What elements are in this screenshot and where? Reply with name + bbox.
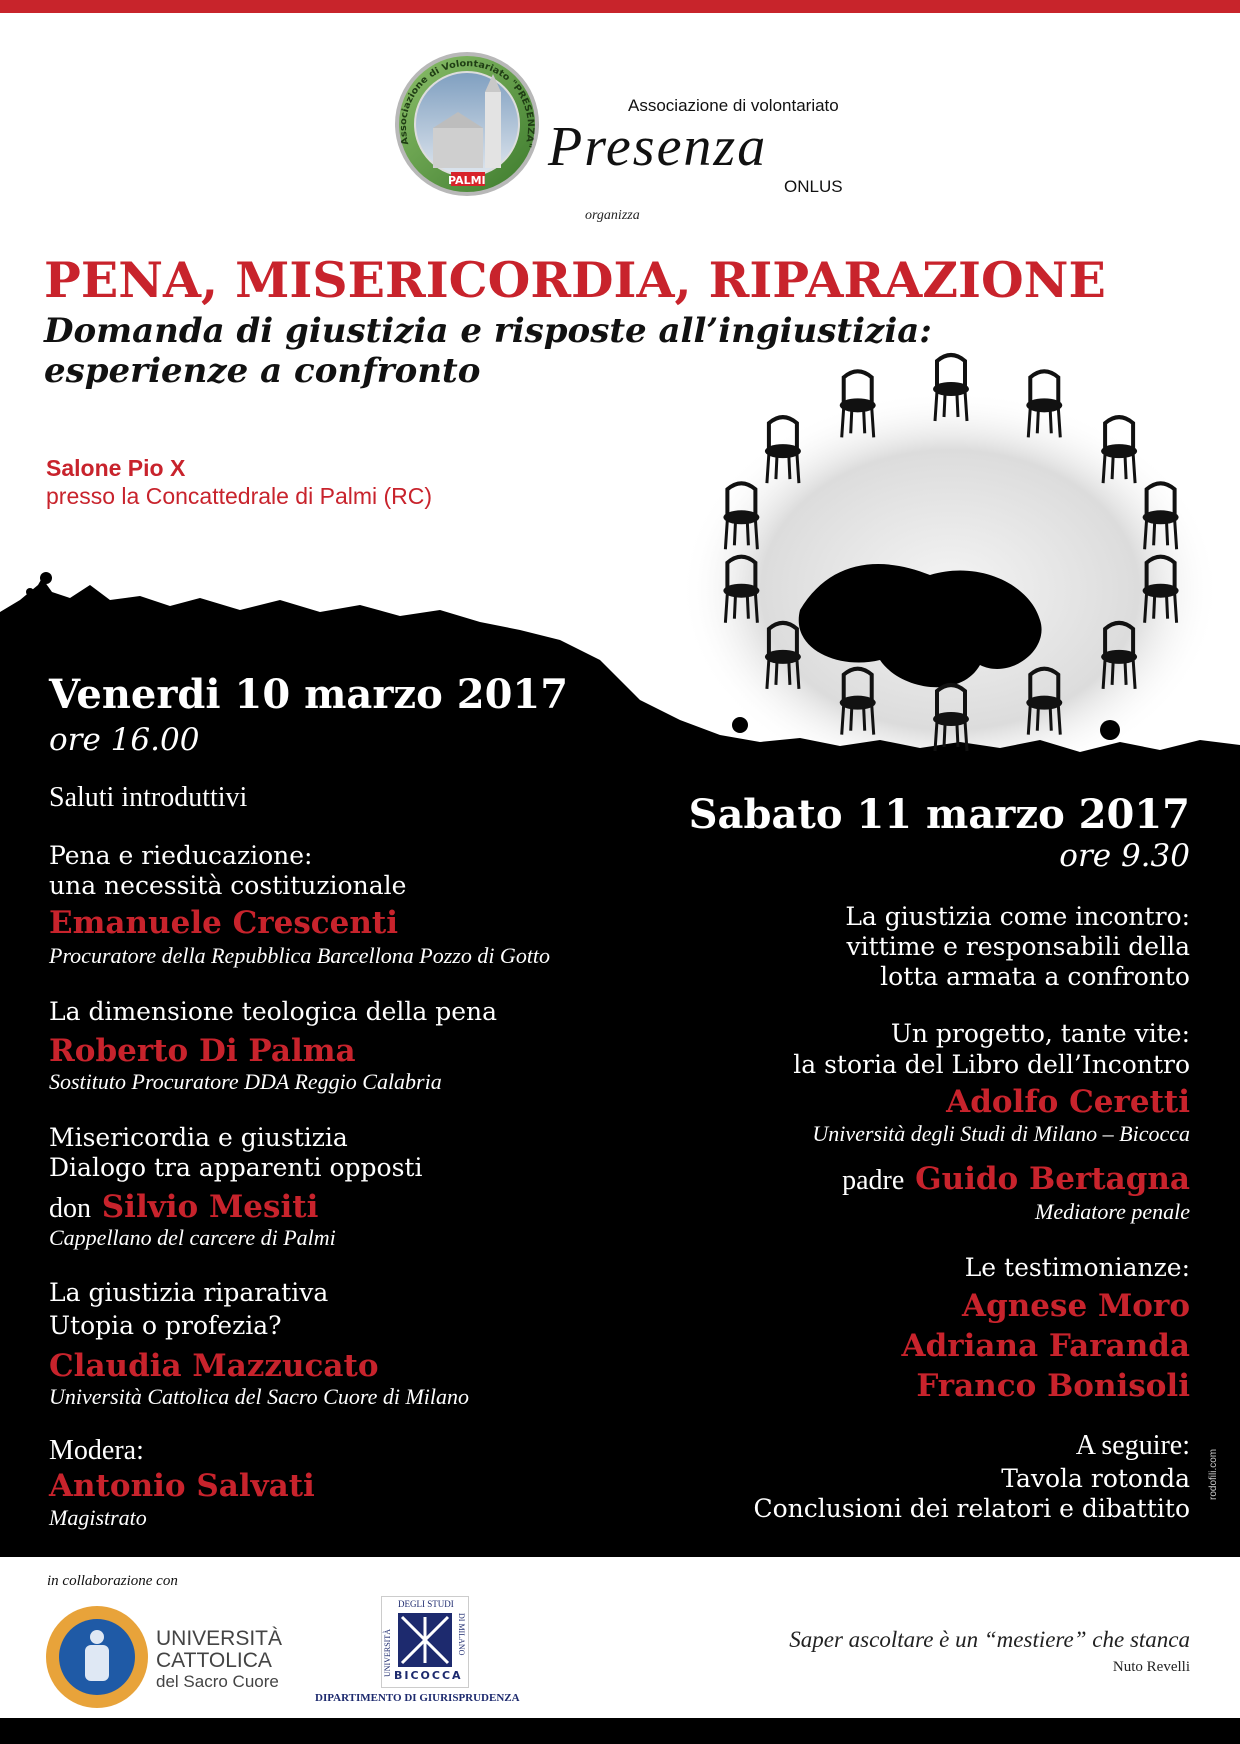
moderator-role: Magistrato bbox=[49, 1505, 147, 1530]
session-topic: La giustizia come incontro: bbox=[845, 902, 1190, 931]
subtitle-line-2: esperienze a confronto bbox=[44, 351, 481, 391]
session-topic: Pena e rieducazione: bbox=[49, 841, 313, 870]
closing-quote: Saper ascoltare è un “mestiere” che stanca bbox=[789, 1627, 1190, 1652]
session-topic: vittime e responsabili della bbox=[846, 932, 1190, 961]
speaker-prefix: don bbox=[49, 1193, 91, 1224]
follow-label: A seguire: bbox=[1075, 1430, 1190, 1461]
speaker-name-line bbox=[842, 1160, 1190, 1200]
department-label: DIPARTIMENTO DI GIURISPRUDENZA bbox=[315, 1692, 520, 1704]
day1-intro: Saluti introduttivi bbox=[49, 782, 248, 813]
bicocca-top-text: DEGLI STUDI bbox=[398, 1599, 454, 1609]
speaker-role: Sostituto Procuratore DDA Reggio Calabria bbox=[49, 1069, 442, 1094]
collaboration-label: in collaborazione con bbox=[47, 1573, 178, 1589]
speaker-name: Guido Bertagna bbox=[915, 1161, 1190, 1197]
session-topic: Dialogo tra apparenti opposti bbox=[49, 1153, 423, 1182]
testimony-name: Franco Bonisoli bbox=[916, 1368, 1190, 1404]
day1-date: Venerdi 10 marzo 2017 bbox=[49, 671, 569, 718]
day2-time: ore 9.30 bbox=[1059, 838, 1190, 874]
speaker-name: Silvio Mesiti bbox=[101, 1189, 319, 1225]
session-topic: La dimensione teologica della pena bbox=[49, 997, 498, 1026]
association-label: Associazione di volontariato bbox=[628, 96, 839, 115]
speaker-role: Procuratore della Repubblica Barcellona Pozzo di Gotto bbox=[49, 943, 551, 968]
moderator-label: Modera: bbox=[49, 1435, 144, 1466]
bicocca-bottom-text: BICOCCA bbox=[394, 1669, 463, 1682]
session-topic: lotta armata a confronto bbox=[880, 962, 1190, 991]
organizza-label: organizza bbox=[585, 208, 640, 223]
venue-place: presso la Concattedrale di Palmi (RC) bbox=[46, 483, 433, 509]
testimony-name: Agnese Moro bbox=[962, 1288, 1190, 1324]
logo-city-label: PALMI bbox=[448, 174, 486, 187]
speaker-prefix: padre bbox=[842, 1165, 905, 1196]
speaker-name: Roberto Di Palma bbox=[49, 1033, 356, 1069]
session-topic: Utopia o profezia? bbox=[49, 1311, 282, 1340]
cattolica-line-1: UNIVERSITÀ bbox=[156, 1627, 283, 1650]
cattolica-line-2: CATTOLICA bbox=[156, 1649, 272, 1672]
testimonies-label: Le testimonianze: bbox=[964, 1253, 1190, 1282]
bicocca-emblem bbox=[398, 1613, 452, 1667]
bicocca-logo bbox=[381, 1596, 469, 1688]
session-topic: Misericordia e giustizia bbox=[49, 1123, 348, 1152]
session-topic: la storia del Libro dell’Incontro bbox=[793, 1050, 1190, 1079]
speaker-role: Università degli Studi di Milano – Bicocca bbox=[812, 1121, 1190, 1146]
speaker-role: Cappellano del carcere di Palmi bbox=[49, 1225, 336, 1250]
bicocca-right-text: DI MILANO bbox=[457, 1613, 466, 1656]
speaker-name: Adolfo Ceretti bbox=[946, 1084, 1190, 1120]
session-topic: una necessità costituzionale bbox=[49, 871, 407, 900]
bottom-black-bar bbox=[0, 1718, 1240, 1744]
event-title: PENA, MISERICORDIA, RIPARAZIONE bbox=[44, 251, 1106, 309]
speaker-role: Mediatore penale bbox=[1035, 1199, 1190, 1224]
subtitle-line-1: Domanda di giustizia e risposte all’ingiustizia: bbox=[44, 311, 932, 351]
follow-item: Tavola rotonda bbox=[1001, 1464, 1190, 1493]
speaker-name: Claudia Mazzucato bbox=[49, 1348, 379, 1384]
day1-time: ore 16.00 bbox=[49, 722, 200, 758]
follow-item: Conclusioni dei relatori e dibattito bbox=[753, 1494, 1190, 1523]
testimony-name: Adriana Faranda bbox=[901, 1328, 1190, 1364]
session-topic: La giustizia riparativa bbox=[49, 1278, 329, 1307]
logo-ring-text: Associazione di Volontariato "PRESENZA" bbox=[398, 59, 536, 149]
cattolica-seal-logo bbox=[45, 1605, 149, 1709]
quote-author: Nuto Revelli bbox=[1112, 1659, 1190, 1675]
venue-name: Salone Pio X bbox=[46, 455, 186, 481]
speaker-role: Università Cattolica del Sacro Cuore di Milano bbox=[49, 1384, 469, 1409]
cattolica-line-3: del Sacro Cuore bbox=[156, 1672, 279, 1691]
bicocca-left-text: UNIVERSITÀ bbox=[383, 1629, 392, 1677]
designer-credit: rodofili.com bbox=[1208, 1448, 1219, 1500]
speaker-name: Emanuele Crescenti bbox=[49, 905, 399, 941]
association-suffix: ONLUS bbox=[784, 177, 843, 196]
day2-date: Sabato 11 marzo 2017 bbox=[688, 791, 1190, 838]
moderator-name: Antonio Salvati bbox=[49, 1468, 315, 1504]
session-topic: Un progetto, tante vite: bbox=[890, 1019, 1190, 1048]
speaker-name-line bbox=[49, 1188, 318, 1228]
association-name: Presenza bbox=[548, 116, 768, 178]
